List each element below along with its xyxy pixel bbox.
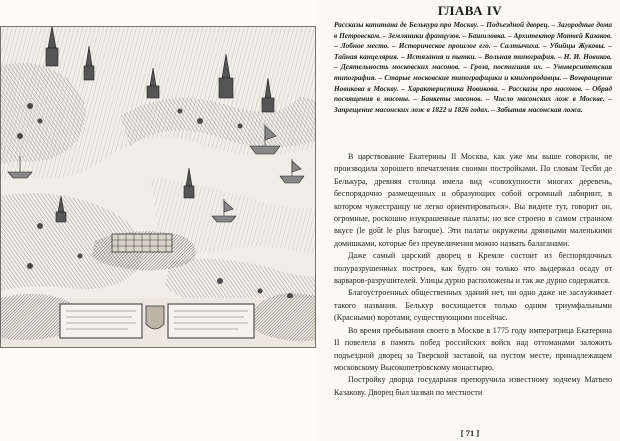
body-paragraph: Даже самый царский дворец в Кремле состоит из беспорядочных полуразрушенных построек, как будто он только что выдержал осаду от варваров-разрушителей. Улицы дурно расположены и так же дурно содержатся. xyxy=(334,251,612,286)
page-number: [ 71 ] xyxy=(460,428,480,438)
left-cartouche xyxy=(60,304,142,338)
body-text xyxy=(334,151,612,399)
engraving-illustration xyxy=(0,26,316,348)
engraving-map-svg xyxy=(0,26,316,348)
right-page xyxy=(320,0,620,441)
body-paragraph: Благоустроенных общественных зданий нет, ни одно даже не заслуживает такого названия. Белькур восхищается только одним триумфальными (Красными) воротами, существующими посейчас. xyxy=(334,288,612,323)
right-cartouche xyxy=(168,304,254,338)
body-paragraph: Постройку дворца государыня препоручила известному зодчему Матвею Казакову. Дворец был назван по местности xyxy=(334,375,612,397)
chapter-title: ГЛАВА IV xyxy=(437,3,503,18)
body-paragraph: Во время пребывания своего в Москве в 1775 году императрица Екатерина II повелела в память побед российских войск над оттоманами заложить подъездной дворец за Тверской заставой, на пустом месте, принадлежащем московскому Высокопетровскому монастырю. xyxy=(334,325,612,372)
body-paragraph: В царствование Екатерины II Москва, как уже мы выше говорили, не производила хорошего впечатления своими постройками. По словам Тесби де Белькура, древняя столица имела вид «совокупности многих деревень, беспорядочно размещенных и образующих собой огромный лабиринт, в котором чужестранцу не легко ориентироваться». Вы видите тут, говорит он, огромные, роскошно изукрашенные палаты; но все строено в самом странном вкусе (le goût le plus baroque). Эти палаты окружены дрянными маленькими домишками, которые без преувеличения можно назвать балаганами. xyxy=(334,152,612,248)
chapter-summary: Рассказы капитана де Белькура про Москву. – Подъездной дворец. – Загородные дома в Петровском. – Земляники французов. – Башиловка. – Архитектор Матвей Казаков. – Лобное место. – Историческое прошлое его. – Салтычиха. – Убийцы Жуковы. – Тайная канцелярия. – Истязания и пытки. – Вольная типография. – Н. И. Новиков. – Деятельность московских масонов. – Гроза, постигшая их. – Университетская типография. – Старые московские типографщики и книгопродавцы. – Возвращение Новикова в Москву. – Характеристика Новикова. – Рассказы про масонов. – Обряд посвящения в масоны. – Банкеты масонов. – Число масонских лож в Москве. – Запрещение масонских лож в 1822 и 1826 годах. – Забытая масонская ложа. xyxy=(334,20,612,114)
